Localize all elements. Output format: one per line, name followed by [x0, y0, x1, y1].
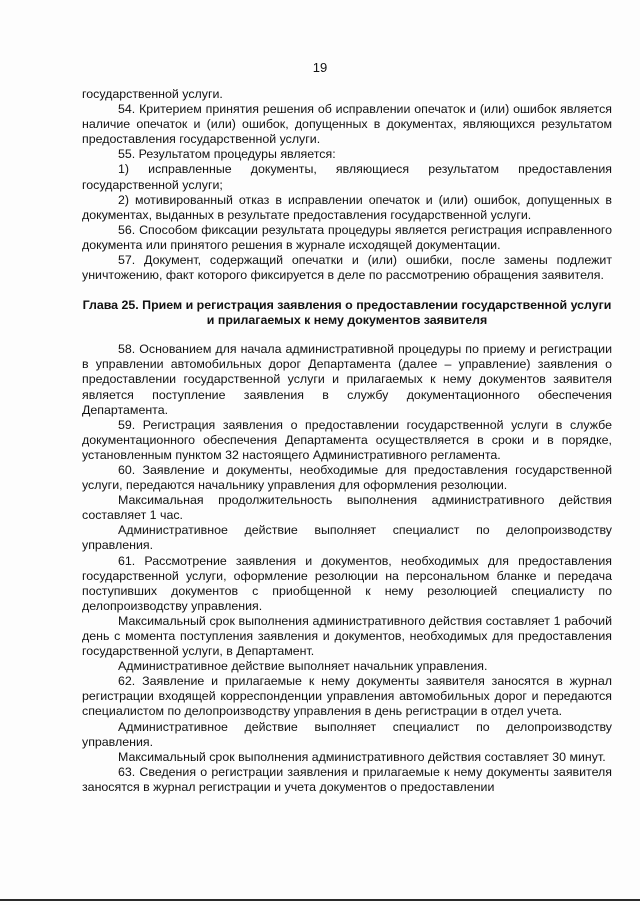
- paragraph-60-executor: Административное действие выполняет специалист по делопроизводству управления.: [82, 523, 612, 553]
- paragraph-62-duration: Максимальный срок выполнения административного действия составляет 30 минут.: [118, 749, 606, 764]
- paragraph-continuation: государственной услуги.: [82, 87, 223, 101]
- paragraph-59: 59. Регистрация заявления о предоставлении государственной услуги в службе документационного обеспечения Департамента осуществляется в сроки и в порядке, установленным пунктом 32 настоящего Административного регламента.: [82, 417, 612, 462]
- paragraph-62-executor: Административное действие выполняет специалист по делопроизводству управления.: [82, 719, 612, 749]
- paragraph-62: 62. Заявление и прилагаемые к нему документы заявителя заносятся в журнал регистрации входящей корреспонденции управления автомобильных дорог и передаются специалистом по делопроизводству управления в день регистрации в отдел учета.: [82, 674, 612, 719]
- paragraph-61: 61. Рассмотрение заявления и документов, необходимых для предоставления государственной услуги, оформление резолюции на персональном бланке и передача поступивших документов с приобщенной к нему резолюцией специалисту по делопроизводству управления.: [82, 553, 612, 613]
- paragraph-55-item-2: 2) мотивированный отказ в исправлении опечаток и (или) ошибок, допущенных в документах, выданных в результате предоставления государственной услуги.: [82, 192, 612, 222]
- paragraph-61-duration: Максимальный срок выполнения административного действия составляет 1 рабочий день с момента поступления заявления и документов, необходимых для предоставления государственной услуги, в Департамент.: [82, 613, 612, 659]
- paragraph-60: 60. Заявление и документы, необходимые для предоставления государственной услуги, передаются начальнику управления для оформления резолюции.: [82, 462, 612, 493]
- scan-edge-line: [0, 899, 640, 901]
- chapter-heading: Глава 25. Прием и регистрация заявления о предоставлении государственной услуги и прилагаемых к нему документов заявителя: [82, 298, 612, 328]
- document-body: [82, 87, 612, 795]
- paragraph-55-item-1: 1) исправленные документы, являющиеся результатом предоставления государственной услуги;: [82, 162, 612, 192]
- paragraph-60-duration: Максимальная продолжительность выполнения административного действия составляет 1 час.: [82, 493, 612, 523]
- paragraph-61-executor: Административное действие выполняет начальник управления.: [118, 659, 488, 674]
- paragraph-55: 55. Результатом процедуры является:: [118, 147, 336, 162]
- paragraph-63: 63. Сведения о регистрации заявления и прилагаемые к нему документы заявителя заносятся в журнал регистрации и учета документов о предоставлении: [82, 764, 612, 794]
- paragraph-57: 57. Документ, содержащий опечатки и (или) ошибки, после замены подлежит уничтожению, факт которого фиксируется в деле по рассмотрению обращения заявителя.: [82, 253, 612, 283]
- page-number: 19: [312, 60, 328, 75]
- paragraph-54: 54. Критерием принятия решения об исправлении опечаток и (или) ошибок является наличие опечаток и (или) ошибок, допущенных в документах, являющихся результатом предоставления государственной услуги.: [82, 102, 612, 147]
- paragraph-58: 58. Основанием для начала административной процедуры по приему и регистрации в управлении автомобильных дорог Департамента (далее – управление) заявления о предоставлении государственной услуги и прилагаемых к нему документов заявителя является поступление заявления в службу документационного обеспечения Департамента.: [82, 342, 612, 417]
- paragraph-56: 56. Способом фиксации результата процедуры является регистрация исправленного документа или принятого решения в журнале исходящей документации.: [82, 222, 612, 252]
